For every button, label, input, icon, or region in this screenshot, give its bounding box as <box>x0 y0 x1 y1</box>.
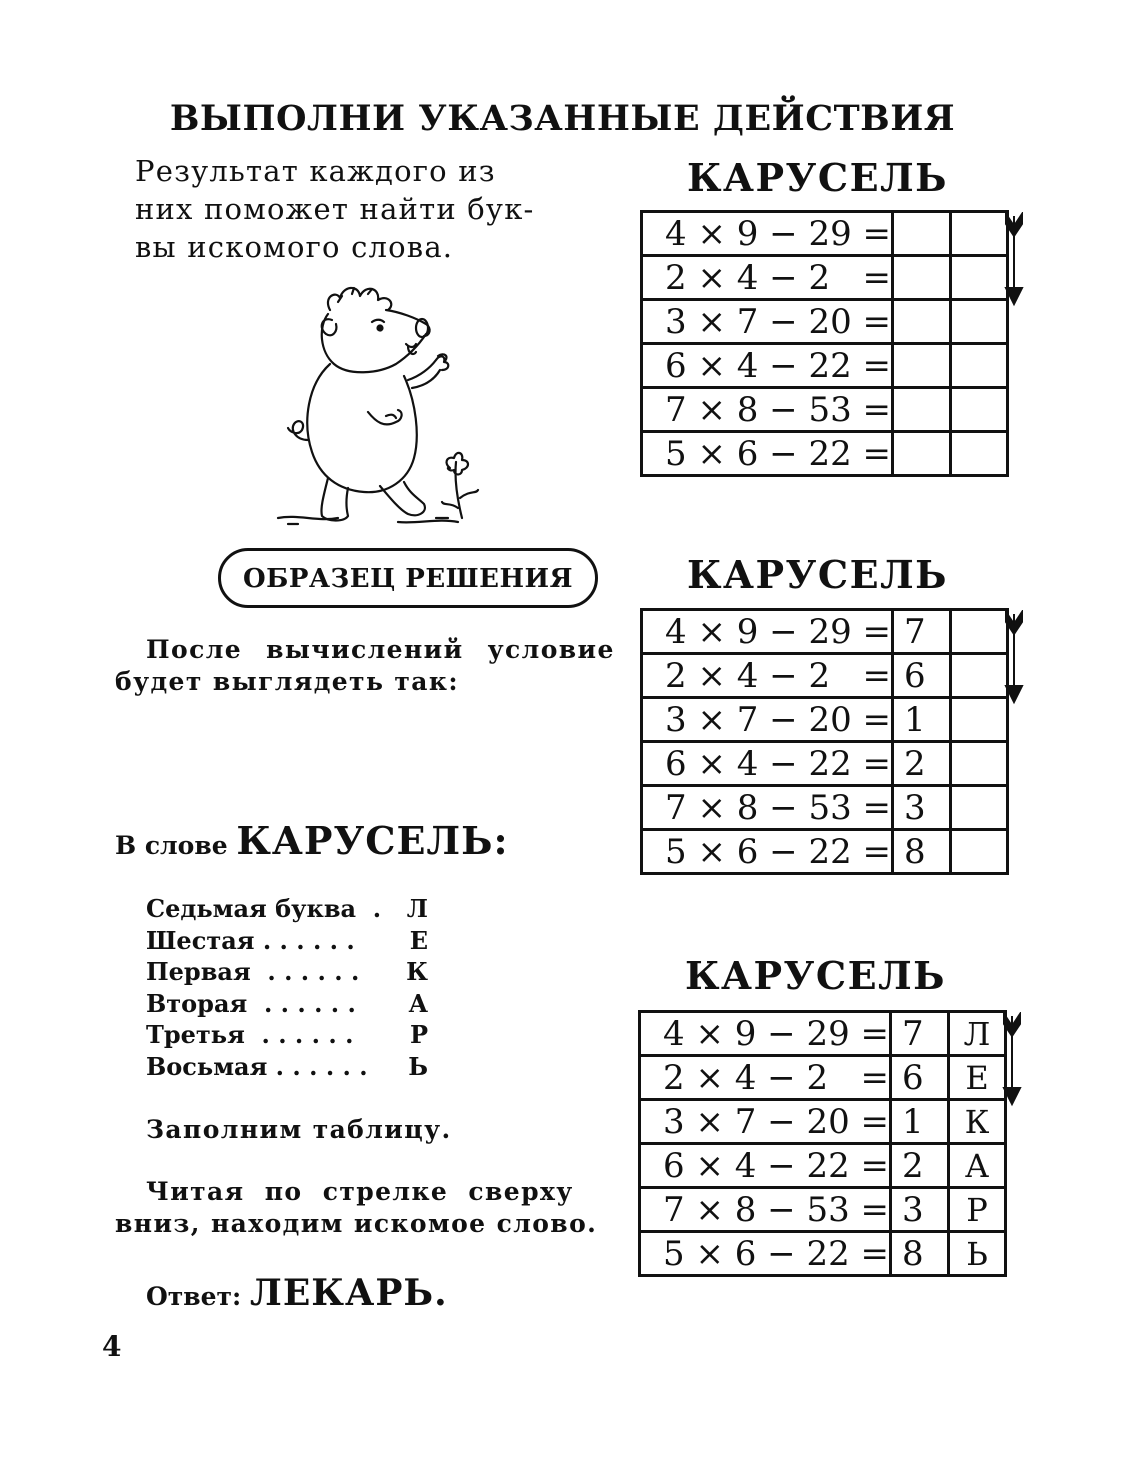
letter-position: Первая . . . . . . <box>146 957 360 986</box>
carousel-table-solved <box>638 1010 1007 1277</box>
letter-value: Е <box>409 925 428 955</box>
letter-position: Вторая . . . . . . <box>146 988 356 1018</box>
letter-value: К <box>406 957 428 986</box>
carousel-table-numbers <box>640 608 1009 875</box>
letter-cell <box>951 344 1008 388</box>
letter-cell <box>951 742 1008 786</box>
table-row <box>640 1188 1006 1232</box>
number-cell: 2 <box>891 1144 949 1188</box>
page-title: ВЫПОЛНИ УКАЗАННЫЕ ДЕЙСТВИЯ <box>169 98 956 139</box>
letter-cell <box>951 786 1008 830</box>
number-cell <box>893 256 951 300</box>
letter-cell: Р <box>949 1188 1006 1232</box>
number-cell <box>893 212 951 256</box>
letter-cell: К <box>949 1100 1006 1144</box>
number-cell <box>893 300 951 344</box>
number-cell: 6 <box>891 1056 949 1100</box>
letter-cell: Ь <box>949 1232 1006 1276</box>
table-row <box>642 212 1008 256</box>
reading-line-1: Читая по стрелке сверху <box>146 1177 574 1206</box>
letter-cell <box>951 388 1008 432</box>
in-word-word: КАРУСЕЛЬ: <box>236 818 509 863</box>
table-row <box>642 256 1008 300</box>
after-calc-line-2: будет выглядеть так: <box>115 667 459 696</box>
letter-value: Ь <box>408 1051 428 1081</box>
sample-solution-label: ОБРАЗЕЦ РЕШЕНИЯ <box>218 548 598 608</box>
table-row <box>640 1100 1006 1144</box>
expression-cell: 5 × 6 − 22 = <box>640 1232 891 1276</box>
letter-list-item <box>146 893 428 925</box>
table-row <box>640 1144 1006 1188</box>
letter-cell <box>951 830 1008 874</box>
expression-cell: 4 × 9 − 29 = <box>642 610 893 654</box>
number-cell: 8 <box>891 1232 949 1276</box>
number-cell: 2 <box>893 742 951 786</box>
letter-list-item <box>146 988 428 1020</box>
table-row <box>642 698 1008 742</box>
table-row <box>642 432 1008 476</box>
letter-cell <box>951 432 1008 476</box>
intro-line: Результат каждого из <box>135 154 496 188</box>
expression-cell: 6 × 4 − 22 = <box>640 1144 891 1188</box>
number-cell: 6 <box>893 654 951 698</box>
table-row <box>642 786 1008 830</box>
letter-position: Восьмая . . . . . . <box>146 1051 368 1081</box>
letter-cell: Л <box>949 1012 1006 1056</box>
after-calc-line <box>146 634 615 666</box>
table-heading: КАРУСЕЛЬ <box>686 155 949 200</box>
table-row <box>642 654 1008 698</box>
number-cell: 3 <box>891 1188 949 1232</box>
letter-cell <box>951 610 1008 654</box>
letter-cell: А <box>949 1144 1006 1188</box>
number-cell: 8 <box>893 830 951 874</box>
piglet-illustration <box>268 272 488 532</box>
down-arrow-icon <box>1002 212 1026 308</box>
letter-list-item <box>146 956 428 988</box>
letter-position: Третья . . . . . . <box>146 1020 354 1049</box>
expression-cell: 7 × 8 − 53 = <box>640 1188 891 1232</box>
expression-cell: 3 × 7 − 20 = <box>640 1100 891 1144</box>
number-cell: 1 <box>891 1100 949 1144</box>
after-calc-line-1: После вычислений условие <box>146 635 615 664</box>
intro-line: них поможет найти бук- <box>135 192 535 226</box>
fill-table-text: Заполним таблицу. <box>146 1115 452 1144</box>
intro-line: вы искомого слова. <box>135 230 454 264</box>
table-heading: КАРУСЕЛЬ <box>686 552 949 597</box>
table-row <box>640 1232 1006 1276</box>
letter-cell <box>951 698 1008 742</box>
answer <box>146 1272 448 1314</box>
carousel-table-empty <box>640 210 1009 477</box>
down-arrow-icon <box>1000 1012 1024 1108</box>
number-cell <box>893 388 951 432</box>
letter-cell <box>951 212 1008 256</box>
expression-cell: 4 × 9 − 29 = <box>642 212 893 256</box>
expression-cell: 5 × 6 − 22 = <box>642 830 893 874</box>
after-calc-text <box>146 634 615 666</box>
letter-cell <box>951 300 1008 344</box>
expression-cell: 3 × 7 − 20 = <box>642 300 893 344</box>
expression-cell: 3 × 7 − 20 = <box>642 698 893 742</box>
number-cell <box>893 432 951 476</box>
expression-cell: 7 × 8 − 53 = <box>642 786 893 830</box>
page-number: 4 <box>102 1330 122 1363</box>
expression-cell: 6 × 4 − 22 = <box>642 344 893 388</box>
expression-cell: 4 × 9 − 29 = <box>640 1012 891 1056</box>
answer-word: ЛЕКАРЬ. <box>249 1272 448 1314</box>
letter-list-item <box>146 1019 428 1051</box>
table-row <box>640 1012 1006 1056</box>
letter-cell <box>951 256 1008 300</box>
table-row <box>642 344 1008 388</box>
number-cell: 3 <box>893 786 951 830</box>
table-row <box>642 742 1008 786</box>
down-arrow-icon <box>1002 610 1026 706</box>
table-row <box>642 300 1008 344</box>
number-cell: 1 <box>893 698 951 742</box>
letter-value: А <box>408 988 428 1018</box>
number-cell <box>893 344 951 388</box>
expression-cell: 2 × 4 − 2 = <box>642 654 893 698</box>
intro-text <box>135 152 545 266</box>
table-row <box>642 830 1008 874</box>
letter-cell: Е <box>949 1056 1006 1100</box>
answer-prefix: Ответ: <box>146 1282 242 1311</box>
expression-cell: 7 × 8 − 53 = <box>642 388 893 432</box>
in-word-heading <box>115 818 508 863</box>
table-row <box>642 388 1008 432</box>
letter-value: Р <box>409 1020 428 1049</box>
letter-cell <box>951 654 1008 698</box>
expression-cell: 5 × 6 − 22 = <box>642 432 893 476</box>
table-row <box>640 1056 1006 1100</box>
letter-position: Седьмая буква . <box>146 894 382 923</box>
expression-cell: 6 × 4 − 22 = <box>642 742 893 786</box>
letter-list-item <box>146 1051 428 1083</box>
letter-position: Шестая . . . . . . <box>146 925 355 955</box>
expression-cell: 2 × 4 − 2 = <box>640 1056 891 1100</box>
letter-list-item <box>146 925 428 957</box>
letter-list <box>146 893 428 1082</box>
number-cell: 7 <box>891 1012 949 1056</box>
table-row <box>642 610 1008 654</box>
in-word-prefix: В слове <box>115 831 228 860</box>
reading-line-2: вниз, находим искомое слово. <box>115 1209 598 1238</box>
letter-value: Л <box>406 894 428 923</box>
table-heading: КАРУСЕЛЬ <box>684 953 947 998</box>
number-cell: 7 <box>893 610 951 654</box>
expression-cell: 2 × 4 − 2 = <box>642 256 893 300</box>
